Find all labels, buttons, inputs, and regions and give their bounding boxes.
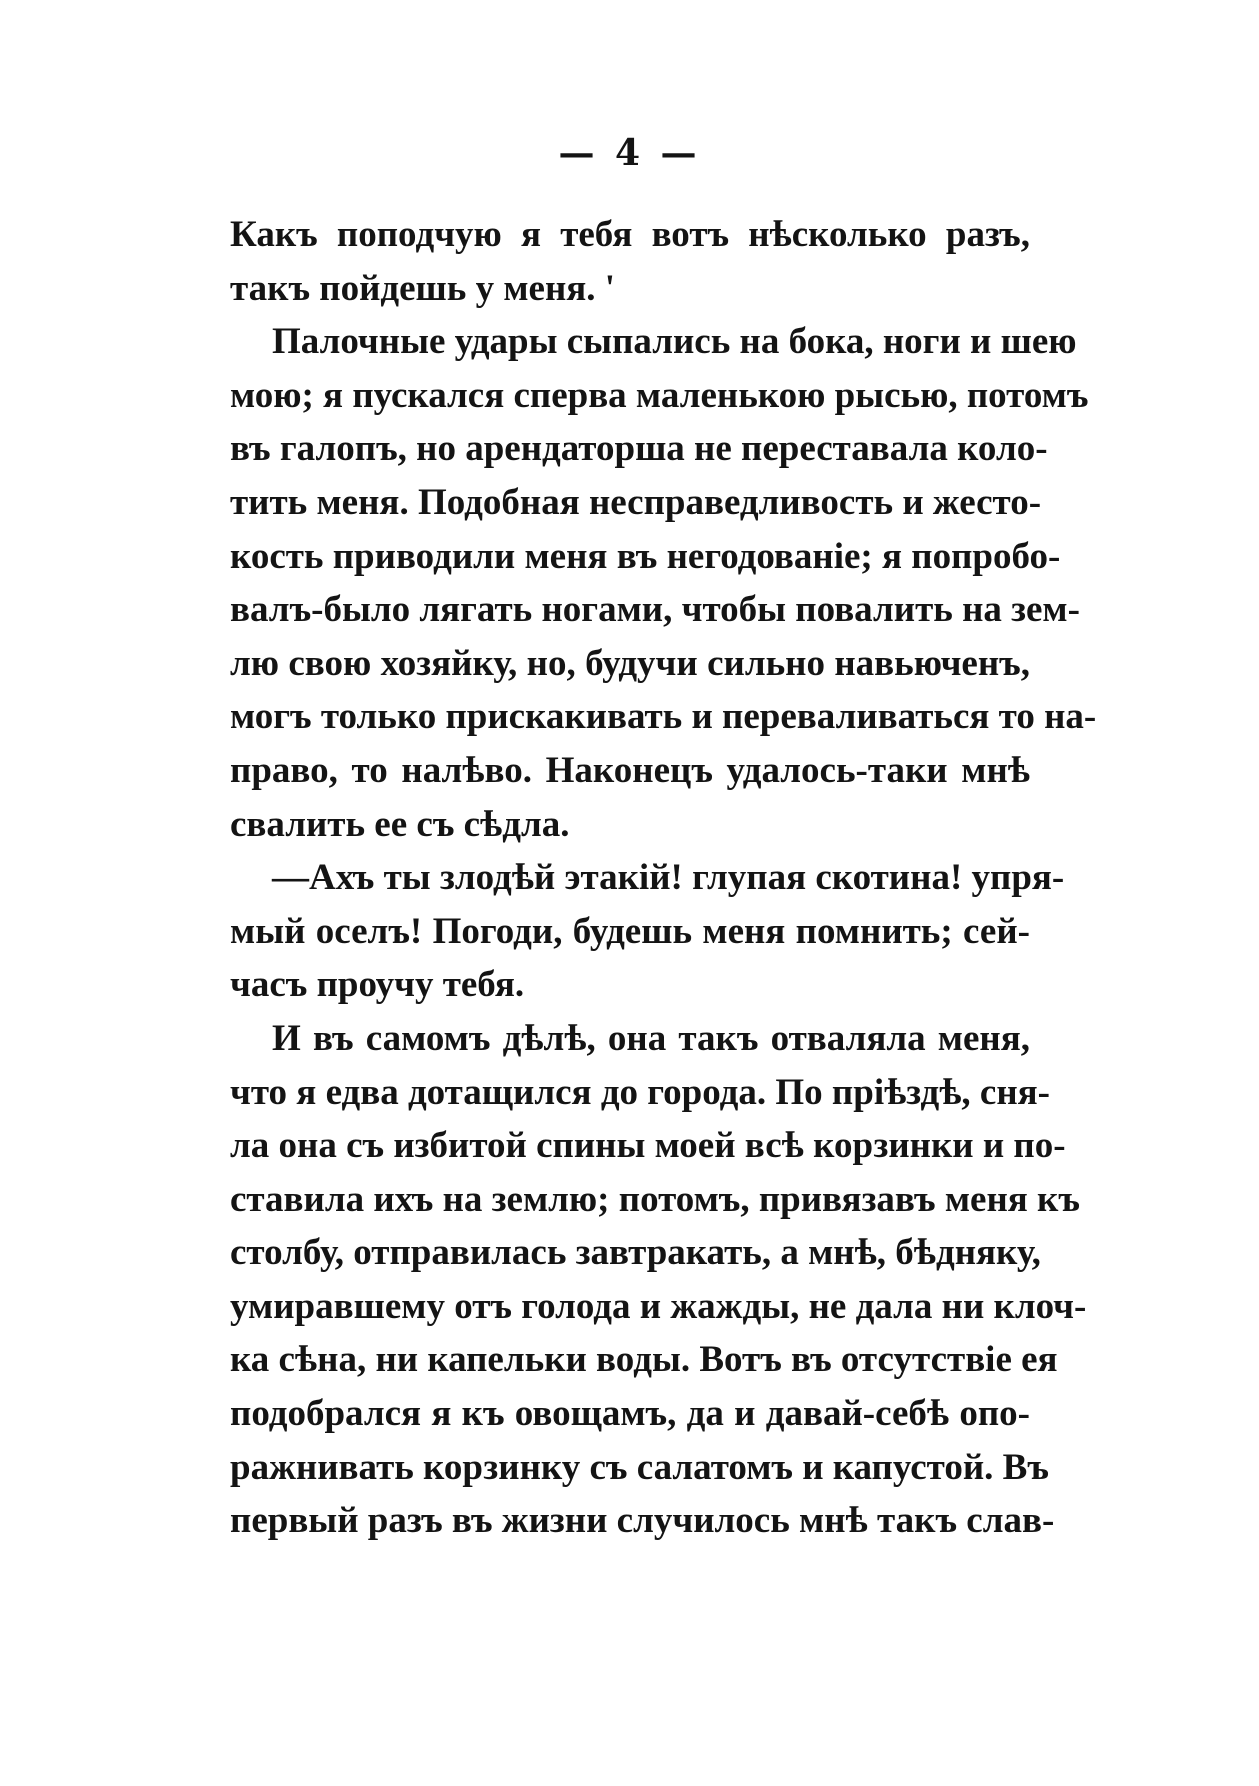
text-line: ка сѣна, ни капельки воды. Вотъ въ отсутствіе ея xyxy=(230,1339,1058,1381)
body-text xyxy=(230,208,1097,1548)
text-line: мою; я пускался сперва маленькою рысью, потомъ xyxy=(230,374,1089,416)
text-line: свалить ее съ сѣдла. xyxy=(230,803,570,845)
text-line: могъ только прискакивать и переваливаться то на- xyxy=(230,696,1097,738)
text-line: —Ахъ ты злодѣй этакій! глупая скотина! упря- xyxy=(272,857,1065,899)
text-line: лю свою хозяйку, но, будучи сильно навьюченъ, xyxy=(230,642,1030,684)
text-line: первый разъ въ жизни случилось мнѣ такъ слав- xyxy=(230,1500,1055,1542)
text-line: подобрался я къ овощамъ, да и давай-себѣ опо- xyxy=(230,1393,1030,1435)
text-line: И въ самомъ дѣлѣ, она такъ отваляла меня, xyxy=(272,1017,1030,1059)
text-line: кость приводили меня въ негодованіе; я попробо- xyxy=(230,535,1061,577)
text-line: Палочные удары сыпались на бока, ноги и шею xyxy=(272,321,1077,363)
page-number: — 4 — xyxy=(558,132,701,174)
text-line: ла она съ избитой спины моей всѣ корзинки и по- xyxy=(230,1125,1066,1167)
text-line: въ галопъ, но арендаторша не переставала коло- xyxy=(230,428,1048,470)
text-line: ражнивать корзинку съ салатомъ и капустой. Въ xyxy=(230,1446,1049,1488)
text-line: валъ-было лягать ногами, чтобы повалить на зем- xyxy=(230,589,1080,631)
text-line: мый оселъ! Погоди, будешь меня помнить; сей- xyxy=(230,910,1030,952)
text-line: право, то налѣво. Наконецъ удалось-таки мнѣ xyxy=(230,749,1030,791)
text-line: тить меня. Подобная несправедливость и жесто- xyxy=(230,481,1042,523)
text-line: Какъ поподчую я тебя вотъ нѣсколько разъ, xyxy=(230,214,1030,255)
text-line: такъ пойдешь у меня. ' xyxy=(230,267,616,309)
text-line: что я едва дотащился до города. По пріѣздѣ, сня- xyxy=(230,1071,1050,1113)
text-line: ставила ихъ на землю; потомъ, привязавъ меня къ xyxy=(230,1178,1080,1220)
text-line: часъ проучу тебя. xyxy=(230,964,525,1006)
text-line: столбу, отправилась завтракать, а мнѣ, бѣдняку, xyxy=(230,1232,1041,1274)
text-line: умиравшему отъ голода и жажды, не дала ни клоч- xyxy=(230,1285,1087,1327)
